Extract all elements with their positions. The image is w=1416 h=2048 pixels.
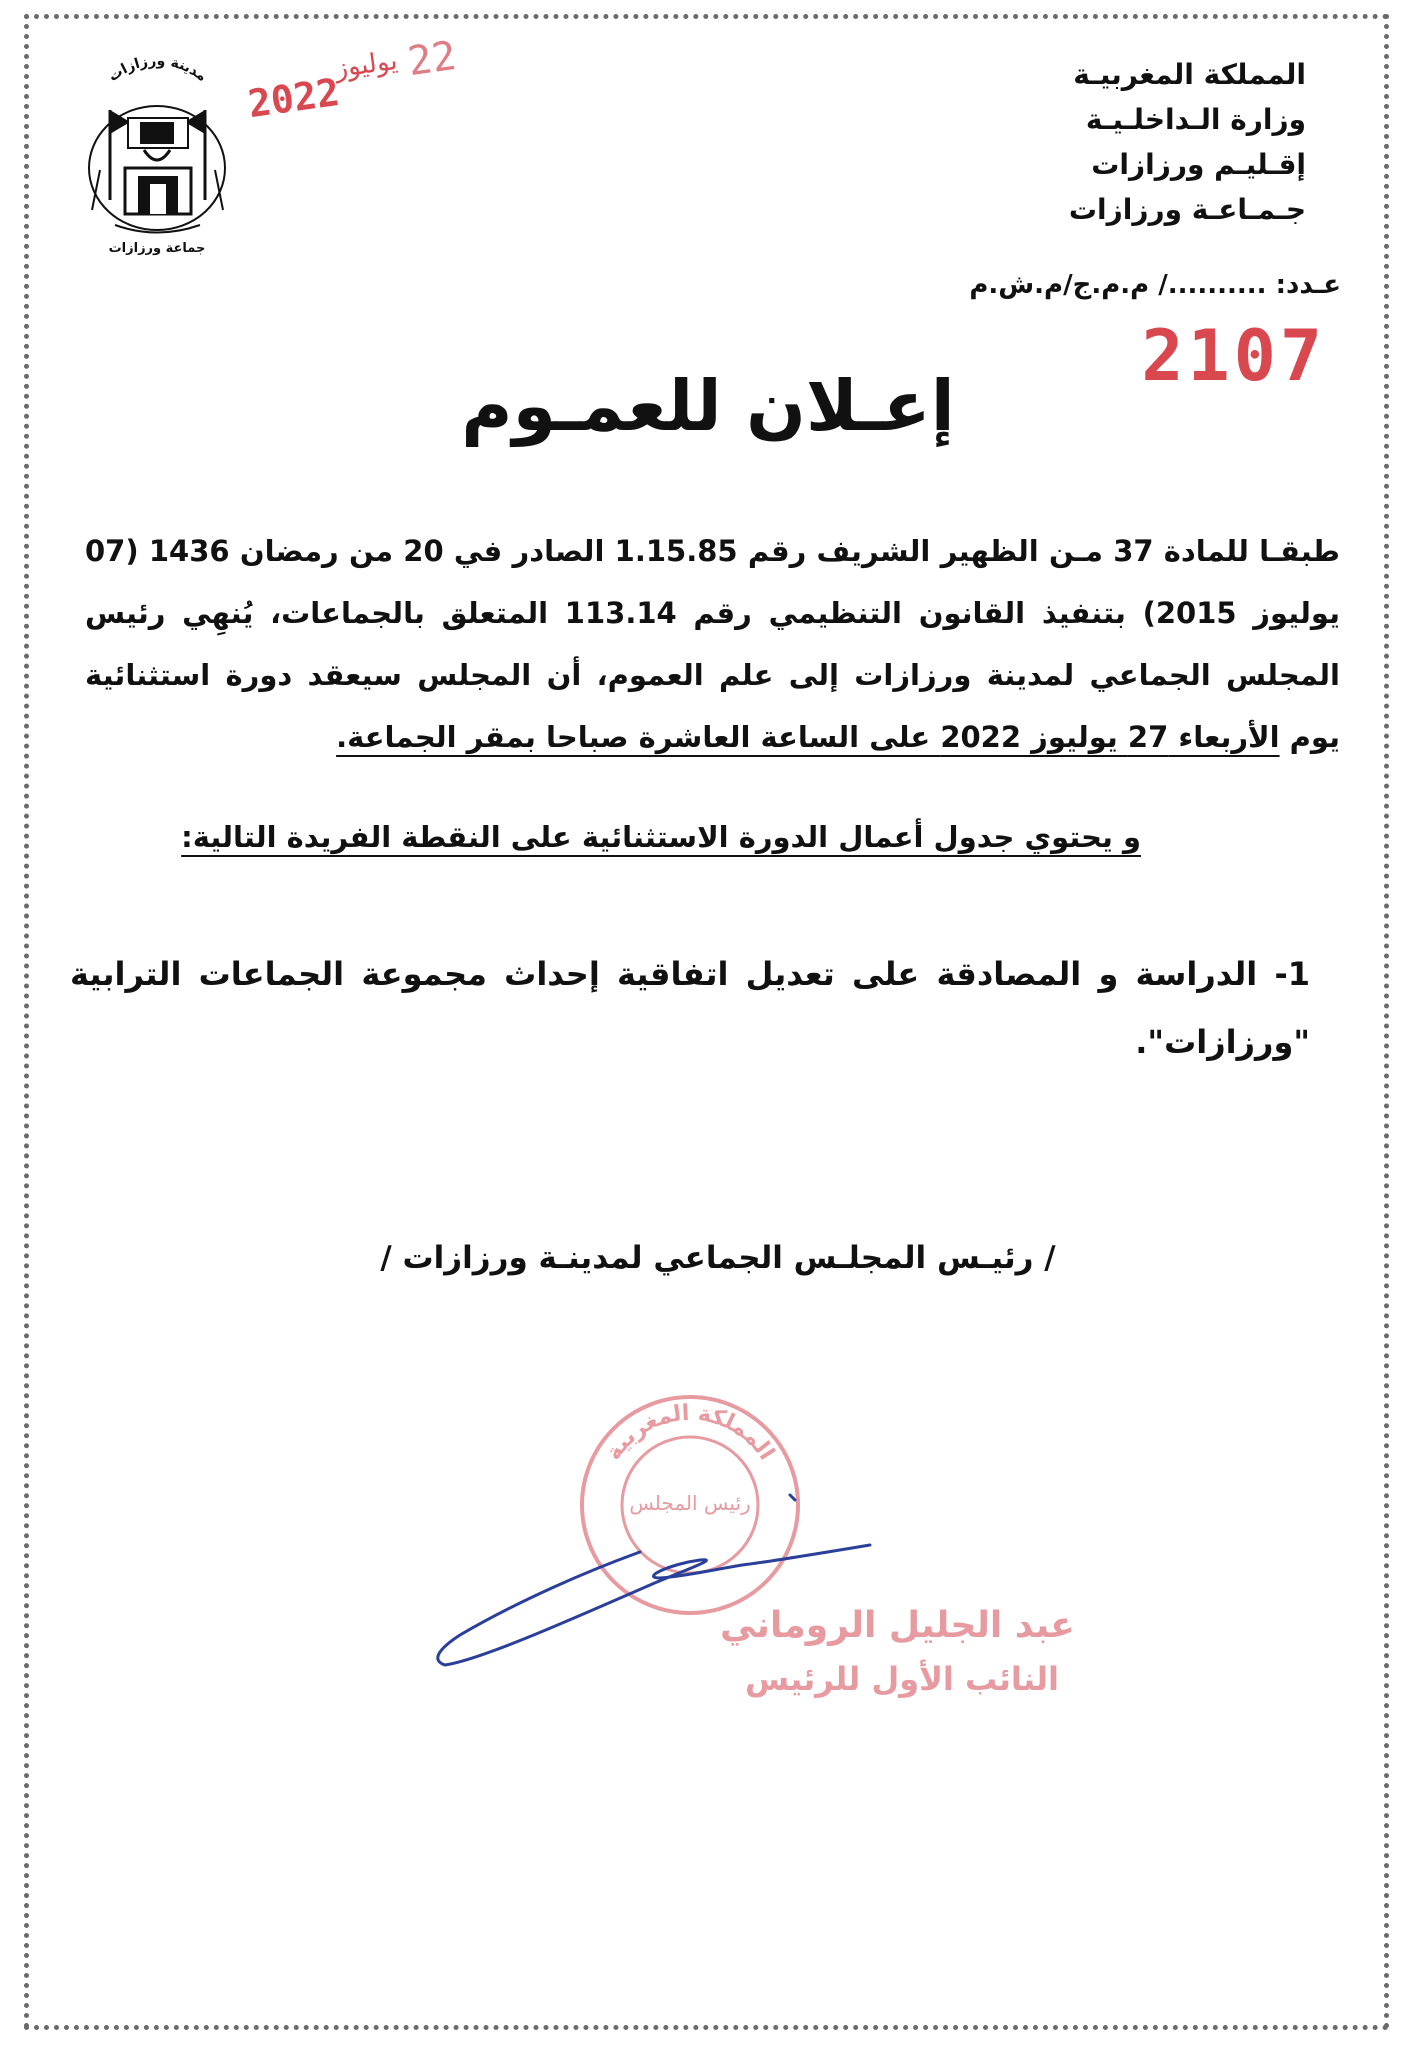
commune-emblem-logo xyxy=(70,50,245,260)
date-stamp-month: يوليوز xyxy=(333,45,400,85)
header-block xyxy=(1066,52,1306,232)
seal-outer-text: المملكة المغربية xyxy=(601,1400,779,1465)
body-date-underlined: الأربعاء 27 يوليوز 2022 على الساعة العاشرة صباحا بمقر الجماعة. xyxy=(336,720,1280,754)
stamp-signatory-name: عبد الجليل الروماني xyxy=(720,1605,1075,1646)
seal-inner-text: رئيس المجلس xyxy=(629,1491,751,1515)
date-stamp-year: 2022 xyxy=(245,69,343,127)
header-kingdom: المملكة المغربيـة xyxy=(1073,58,1306,91)
reference-number: 2107 xyxy=(1141,315,1326,397)
svg-text:المملكة المغربية xyxy=(601,1401,779,1465)
body-text: طبقـا للمادة 37 مـن الظهير الشريف رقم 1.15.85 الصادر في 20 من رمضان 1436 (07 يوليوز 2015) بتنفيذ القانون التنظيمي رقم 113.14 المتعلق بالجماعات، يُنهِي رئيس المجلس الجماعي لمدينة ورزازات إلى علم العموم، أن المجلس سيعقد دورة استثنائية يوم xyxy=(85,534,1340,754)
emblem-bottom-text: جماعة ورزازات xyxy=(108,241,206,256)
svg-text:مدينة ورزازات xyxy=(106,53,210,85)
signatory-line: / رئيـس المجلـس الجماعي لمدينـة ورزازات / xyxy=(380,1240,1056,1276)
date-stamp-day: 22 xyxy=(405,32,460,86)
agenda-item-1: 1- الدراسة و المصادقة على تعديل اتفاقية إحداث مجموعة الجماعات الترابية "ورزازات". xyxy=(70,955,1310,1061)
header-ministry: وزارة الـداخلـيـة xyxy=(1085,103,1306,136)
document-title: إعـلان للعمـوم xyxy=(461,365,955,447)
reference-label: عـدد: ........../ م.م.ج/م.ش.م xyxy=(969,270,1341,300)
agenda-heading: و يحتوي جدول أعمال الدورة الاستثنائية على النقطة الفريدة التالية: xyxy=(181,820,1141,854)
date-stamp xyxy=(240,32,480,127)
header-province: إقـليـم ورزازات xyxy=(1091,148,1306,181)
header-commune: جـمـاعـة ورزازات xyxy=(1068,193,1306,226)
handwritten-signature xyxy=(420,1460,880,1700)
emblem-top-text: مدينة ورزازات xyxy=(105,53,210,86)
stamp-signatory-title: النائب الأول للرئيس xyxy=(745,1660,1059,1698)
announcement-body xyxy=(85,520,1340,768)
